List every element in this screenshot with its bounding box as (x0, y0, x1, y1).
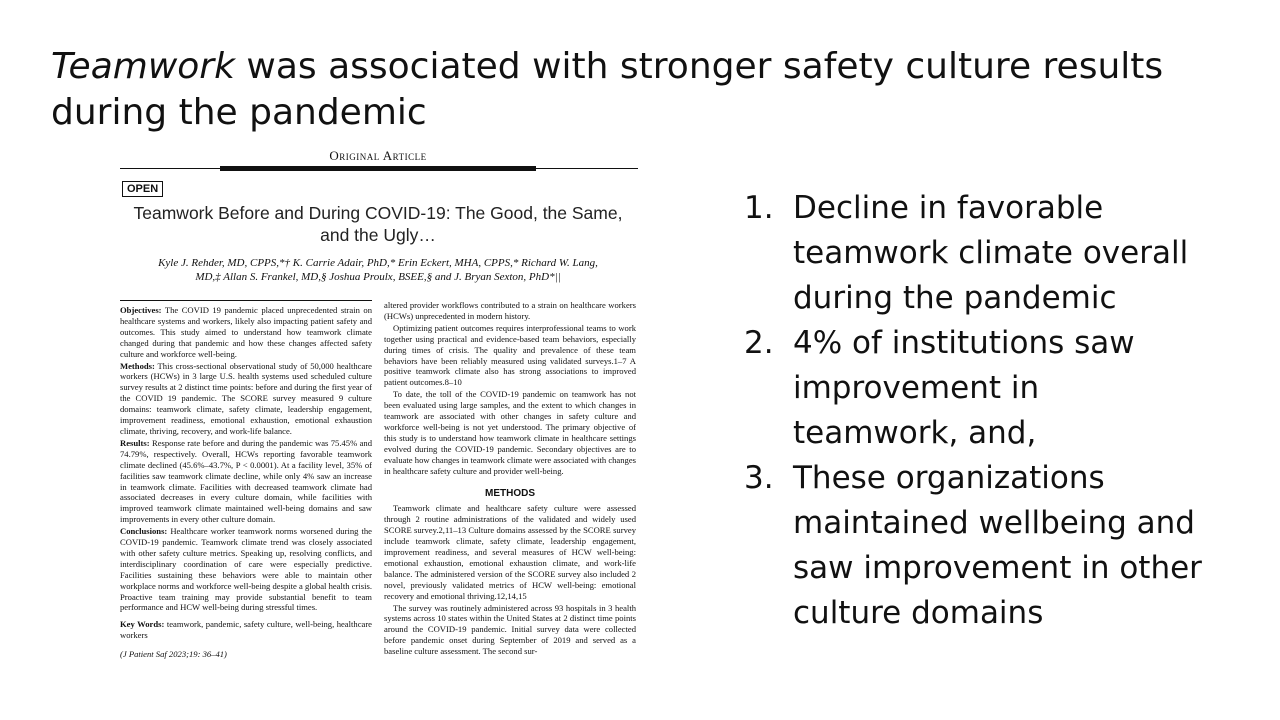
slide-title-emphasis: Teamwork (51, 46, 235, 87)
finding-item (744, 186, 1214, 321)
keywords-text: teamwork, pandemic, safety culture, well-being, healthcare workers (120, 619, 372, 641)
methods-text: This cross-sectional observational study of 50,000 healthcare workers (HCWs) in 3 large U.S. health systems used scheduled culture survey results at 2 distinct time points: before and during the first year of the COVID 19 pandemic. The SCORE survey measured 9 culture domains: teamwork climate, safety climate, leadership engagement, improvement readiness, emotional exhaustion, emotional exhaustion climate, thriving, recovery, and work-life balance. (120, 360, 372, 436)
header-rule-thick (220, 166, 536, 171)
paper-excerpt-image (118, 140, 638, 664)
intro-column (384, 300, 636, 661)
header-rule (120, 168, 638, 169)
paper-section-header: Original Article (329, 148, 427, 163)
finding-item (744, 456, 1214, 636)
methods-label: Methods: (120, 360, 155, 371)
abstract-results (120, 438, 372, 525)
finding-text: Decline in favorable teamwork climate overall during the pandemic (793, 190, 1189, 316)
slide-title (51, 44, 1231, 136)
finding-text: These organizations maintained wellbeing and saw improvement in other culture domains (793, 460, 1202, 631)
finding-number: 1. (744, 190, 774, 226)
intro-paragraph-2: Optimizing patient outcomes requires interprofessional teams to work together using practical and evidence-based team behaviors, especially during times of crisis. The quality and prevalence of these team behaviors have been reliably measured using validated surveys.1–7 A positive teamwork climate also has strong associations to improved patient outcomes.8–10 (384, 322, 636, 388)
open-access-badge: OPEN (122, 181, 163, 197)
results-text: Response rate before and during the pandemic was 75.45% and 74.79%, respectively. Overall, HCWs reporting favorable teamwork climate declined (45.6%–43.7%, P < 0.0001). At a facility level, 35% of facilities saw teamwork climate decline, while only 4% saw an increase in teamwork climate. Facilities with decreased teamwork climate had associated decreases in every culture domain, while facilities with improved teamwork climate maintained well-being domains and saw improvements in every other culture domain. (120, 437, 372, 525)
article-body (118, 300, 638, 661)
finding-text: 4% of institutions saw improvement in teamwork, and, (793, 325, 1135, 451)
abstract-methods (120, 361, 372, 437)
conclusions-label: Conclusions: (120, 526, 168, 537)
article-title: Teamwork Before and During COVID-19: The Good, the Same, and the Ugly… (133, 203, 623, 245)
conclusions-text: Healthcare worker teamwork norms worsened during the COVID-19 pandemic. Teamwork climate trend was closely associated with other safety culture metrics. Speaking up, resolving conflicts, and interdisciplinary coordination of care were especially predictive. Facilities sustaining these behaviors were able to maintain other workplace norms and workforce well-being despite a global health crisis. Proactive team training may provide substantial benefit to team performance and HCW well-being during stressful times. (120, 526, 373, 613)
journal-citation: (J Patient Saf 2023;19: 36–41) (120, 649, 227, 660)
results-label: Results: (120, 437, 150, 448)
finding-item (744, 321, 1214, 456)
intro-paragraph-3: To date, the toll of the COVID-19 pandemic on teamwork has not been evaluated using large samples, and the extent to which changes in teamwork are associated with other changes in safety culture and workforce well-being is not yet understood. The primary objective of this study is to understand how teamwork climate in healthcare settings evolved during the COVID-19 pandemic. Secondary objectives are to evaluate how changes in teamwork climate were associated with changes in healthcare safety culture and provider well-being. (384, 389, 636, 476)
slide-title-text: was associated with stronger safety culture results during the pandemic (51, 46, 1164, 133)
methods-paragraph-2: The survey was routinely administered across 93 hospitals in 3 health systems across 10 states within the United States at 2 distinct time points around the COVID-19 pandemic. Initial survey data were collected before pandemic onset during September of 2019 and served as a baseline culture assessment. The second sur- (384, 602, 636, 657)
keywords-label: Key Words: (120, 619, 165, 630)
finding-number: 2. (744, 325, 774, 361)
article-authors: Kyle J. Rehder, MD, CPPS,*† K. Carrie Adair, PhD,* Erin Eckert, MHA, CPPS,* Richard W. Lang, MD,‡ Allan S. Frankel, MD,§ Joshua Proulx, BSEE,§ and J. Bryan Sexton, PhD*|| (158, 257, 598, 283)
abstract-keywords (120, 619, 372, 641)
objectives-text: The COVID 19 pandemic placed unprecedented strain on healthcare systems and workers, likely also impacting patient safety and outcomes. This study aimed to understand how teamwork climate changed during that pandemic and how these changes affected safety culture and workforce well-being. (120, 305, 372, 359)
intro-paragraph-1: altered provider workflows contributed to a strain on healthcare workers (HCWs) unprecedented in modern history. (384, 300, 636, 321)
abstract-conclusions (120, 526, 372, 613)
abstract-objectives (120, 305, 372, 360)
finding-number: 3. (744, 460, 774, 496)
abstract-column (120, 300, 372, 661)
key-findings-list (744, 186, 1214, 636)
methods-heading: METHODS (485, 487, 535, 499)
objectives-label: Objectives: (120, 305, 162, 315)
methods-paragraph-1: Teamwork climate and healthcare safety culture were assessed through 2 routine administrations of the validated and widely used SCORE survey.2,11–13 Culture domains assessed by the SCORE survey include teamwork climate, safety climate, leadership engagement, improvement readiness, and several measures of HCW well-being: emotional exhaustion, emotional exhaustion climate, and work-life balance. The administered version of the SCORE survey also included 2 novel, previously validated metrics of HCW well-being: emotional recovery and emotional thriving.12,14,15 (384, 503, 636, 601)
